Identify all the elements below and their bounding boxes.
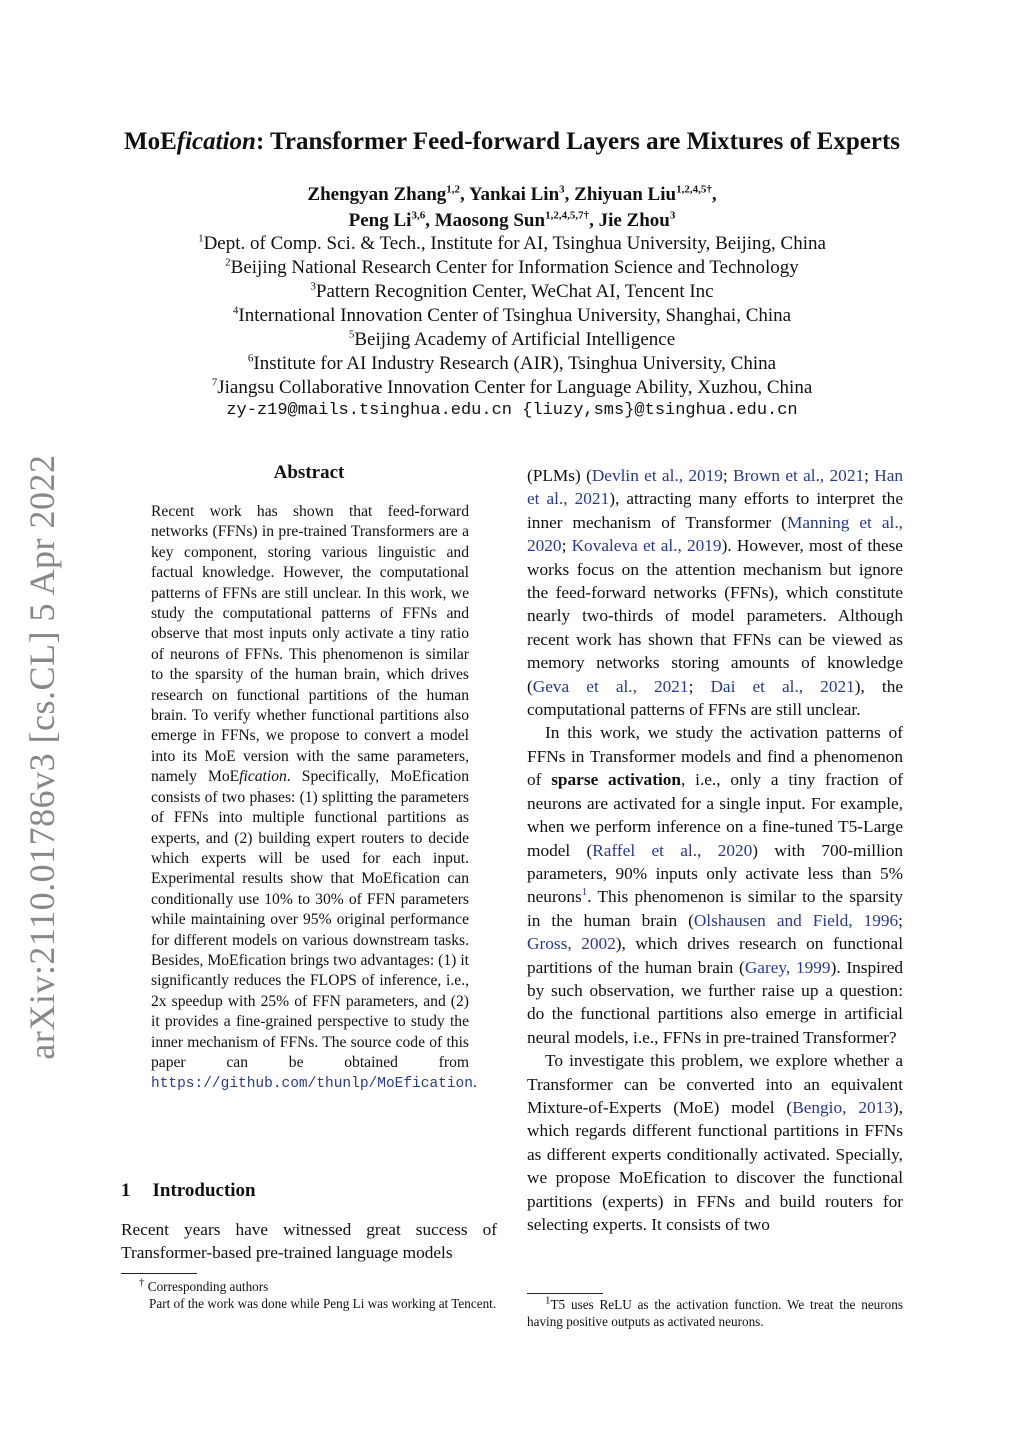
abstract-heading: Abstract bbox=[273, 462, 345, 483]
affiliation-text: Jiangsu Collaborative Innovation Center for Language Ability, Xuzhou, China bbox=[217, 377, 813, 398]
body-text: ), attracting many efforts to interpret the inner mechanism of Transformer ( bbox=[527, 489, 903, 532]
citation-link[interactable]: Brown et al., 2021 bbox=[733, 466, 865, 485]
author-sup: 1,2,4,5,7† bbox=[545, 209, 590, 222]
body-text: ; bbox=[722, 466, 734, 485]
bold-term: sparse activation bbox=[551, 770, 682, 790]
affiliation-text: Institute for AI Industry Research (AIR), Tsinghua University, China bbox=[253, 353, 777, 374]
affiliation-sup: 4 bbox=[232, 304, 239, 317]
citation-link[interactable]: Raffel et al., 2020 bbox=[592, 840, 753, 860]
body-text: ), the computational patterns of FFNs are still unclear. bbox=[527, 676, 904, 720]
body-text: ). However, most of these works focus on the attention mechanism but ignore the feed-forward networks (FFNs), which constitute nearly two-thirds of model parameters. Although recent work has shown that FFNs can be viewed as memory networks storing amounts of knowledge ( bbox=[527, 536, 903, 696]
citation-link[interactable]: Garey, 1999 bbox=[744, 957, 831, 977]
author-sep: , bbox=[425, 210, 435, 231]
abstract-text: Recent work has shown that feed-forward networks (FFNs) in pre-trained Transformers are a key component, storing various linguistic and factual knowledge. However, the computational patterns of FFNs are still unclear. In this work, we study the computational patterns of FFNs and observe that most inputs only activate a tiny ratio of neurons of FFNs. This phenomenon is similar to the sparsity of the human brain, which drives research on functional partitions of the human brain. To verify whether functional partitions also emerge in FFNs, we propose to convert a model into its MoE version with the same parameters, namely MoE bbox=[151, 503, 469, 786]
footnote-rule bbox=[527, 1293, 603, 1294]
footnote-mark: † bbox=[139, 1276, 145, 1289]
footnote-line bbox=[527, 1296, 903, 1330]
body-text: ; bbox=[898, 910, 903, 930]
footnote-link[interactable]: 1 bbox=[581, 886, 588, 899]
author-name: Zhiyuan Liu bbox=[574, 184, 677, 205]
affiliation bbox=[0, 328, 1024, 352]
body-text: In this work, we study the activation patterns of FFNs in Transformer models and find a phenomenon of bbox=[527, 723, 903, 790]
section-number: 1 bbox=[121, 1180, 131, 1201]
author-name: Yankai Lin bbox=[468, 184, 560, 205]
author-sep: , bbox=[564, 184, 575, 205]
footnote-line bbox=[121, 1278, 497, 1295]
affiliation-text: International Innovation Center of Tsinghua University, Shanghai, China bbox=[238, 305, 792, 326]
author-sup: 3 bbox=[559, 183, 565, 196]
abstract-body bbox=[151, 502, 477, 1095]
abstract-italic: fication bbox=[239, 768, 287, 786]
intro-paragraph bbox=[527, 464, 903, 721]
affiliation bbox=[0, 352, 1024, 376]
author-sep: , bbox=[711, 184, 717, 205]
code-link[interactable]: https://github.com/thunlp/MoEfication bbox=[151, 1076, 473, 1093]
author-sup: 1,2 bbox=[446, 183, 461, 196]
affiliation-sup: 3 bbox=[310, 280, 316, 293]
email-line: zy-z19@mails.tsinghua.edu.cn {liuzy,sms}@tsinghua.edu.cn bbox=[226, 401, 798, 420]
affiliation-text: Beijing Academy of Artificial Intelligence bbox=[354, 329, 676, 350]
affiliation-text: Pattern Recognition Center, WeChat AI, Tencent Inc bbox=[315, 281, 714, 302]
section-title: Introduction bbox=[152, 1180, 256, 1201]
footnote-right bbox=[527, 1296, 903, 1330]
body-text: ; bbox=[561, 536, 572, 556]
citation-link[interactable]: Gross, 2002 bbox=[527, 934, 616, 954]
citation-link[interactable]: Bengio, 2013 bbox=[792, 1097, 893, 1117]
body-text: ). Inspired by such observation, we further raise up a question: do the functional partitions also emerge in artificial neural models, i.e., FFNs in pre-trained Transformer? bbox=[527, 957, 904, 1047]
body-text: , i.e., only a tiny fraction of neurons are activated for a single input. For example, when we perform inference on a fine-tuned T5-Large model ( bbox=[527, 770, 903, 860]
author-line-2 bbox=[0, 208, 1024, 234]
affiliation-sup: 7 bbox=[211, 376, 218, 389]
footnote-line: Part of the work was done while Peng Li was working at Tencent. bbox=[149, 1296, 497, 1311]
body-text: ) with 700-million parameters, 90% inputs only activate less than 5% neurons bbox=[527, 840, 903, 907]
footnote-mark: 1 bbox=[545, 1294, 551, 1307]
affiliation-sup: 2 bbox=[225, 256, 231, 269]
footnote-text: Corresponding authors bbox=[144, 1279, 269, 1294]
affiliation-sup: 1 bbox=[198, 232, 204, 245]
author-sep: , bbox=[589, 210, 599, 231]
body-text: . This phenomenon is similar to the sparsity in the human brain ( bbox=[527, 887, 903, 930]
author-name: Zhengyan Zhang bbox=[307, 184, 447, 205]
citation-link[interactable]: Devlin et al., 2019 bbox=[591, 466, 723, 485]
affiliation bbox=[0, 376, 1024, 400]
section-heading-introduction bbox=[121, 1180, 256, 1202]
title-prefix: MoE bbox=[123, 128, 177, 155]
intro-paragraph bbox=[527, 721, 903, 1049]
author-sup: 1,2,4,5† bbox=[676, 183, 712, 196]
title-italic: fication bbox=[176, 128, 256, 155]
affiliation-text: Dept. of Comp. Sci. & Tech., Institute for AI, Tsinghua University, Beijing, China bbox=[203, 233, 826, 254]
body-text: To investigate this problem, we explore whether a Transformer can be converted into an equivalent Mixture-of-Experts (MoE) model ( bbox=[527, 1051, 903, 1117]
title-rest: : Transformer Feed-forward Layers are Mixtures of Experts bbox=[255, 128, 900, 155]
arxiv-identifier: arXiv:2110.01786v3 [cs.CL] 5 Apr 2022 bbox=[22, 454, 62, 1060]
footnote-text: T5 uses ReLU as the activation function. We treat the neurons having positive outputs as activated neurons. bbox=[527, 1297, 903, 1329]
author-line-1 bbox=[0, 182, 1024, 208]
citation-link[interactable]: Olshausen and Field, 1996 bbox=[693, 910, 899, 930]
body-text: (PLMs) ( bbox=[527, 466, 592, 485]
citation-link[interactable]: Kovaleva et al., 2019 bbox=[571, 536, 722, 556]
author-sep: , bbox=[460, 184, 469, 205]
abstract-text: . Specifically, MoEfication consists of two phases: (1) splitting the parameters of FFNs into multiple functional partitions as experts, and (2) building expert routers to decide which experts will be used for each input. Experimental results show that MoEfication can conditionally use 10% to 30% of FFN parameters while maintaining over 95% original performance for different models on various downstream tasks. Besides, MoEfication brings two advantages: (1) it significantly reduces the FLOPS of inference, i.e., 2x speedup with 25% of FFN parameters, and (2) it provides a fine-grained perspective to study the inner mechanism of FFNs. The source code of this paper can be obtained from bbox=[151, 768, 470, 1071]
author-name: Maosong Sun bbox=[434, 210, 546, 231]
body-text: ), which regards different functional partitions in FFNs as different experts conditionally activated. Specially, we propose MoEfication to discover the functional partitions (experts) in FFNs and build routers for selecting experts. It consists of two bbox=[527, 1097, 903, 1234]
body-text: ; bbox=[864, 466, 875, 485]
intro-right-column bbox=[527, 464, 903, 1236]
affiliation-text: Beijing National Research Center for Information Science and Technology bbox=[230, 257, 799, 278]
abstract-text: . bbox=[472, 1074, 477, 1092]
affiliation-sup: 6 bbox=[247, 352, 254, 365]
body-text: ; bbox=[688, 676, 711, 696]
intro-paragraph-left: Recent years have witnessed great success of Transformer-based pre-trained language models bbox=[121, 1220, 497, 1263]
footnote-left bbox=[121, 1278, 497, 1312]
footnote-rule bbox=[121, 1273, 197, 1274]
author-list bbox=[0, 182, 1024, 234]
author-sup: 3,6 bbox=[411, 209, 426, 222]
citation-link[interactable]: Han et al., 2021 bbox=[527, 466, 904, 509]
paper-title bbox=[0, 128, 1024, 156]
affiliation bbox=[0, 256, 1024, 280]
citation-link[interactable]: Manning et al., 2020 bbox=[527, 512, 904, 556]
author-name: Jie Zhou bbox=[598, 210, 670, 231]
affiliation bbox=[0, 232, 1024, 256]
affiliation-list bbox=[0, 232, 1024, 400]
affiliation-sup: 5 bbox=[348, 328, 355, 341]
citation-link[interactable]: Geva et al., 2021 bbox=[532, 676, 689, 696]
affiliation bbox=[0, 304, 1024, 328]
body-text: ), which drives research on functional partitions of the human brain ( bbox=[527, 934, 904, 977]
author-sup: 3 bbox=[669, 209, 676, 222]
intro-paragraph bbox=[527, 1049, 903, 1236]
citation-link[interactable]: Dai et al., 2021 bbox=[710, 676, 855, 696]
author-name: Peng Li bbox=[348, 210, 412, 231]
affiliation bbox=[0, 280, 1024, 304]
